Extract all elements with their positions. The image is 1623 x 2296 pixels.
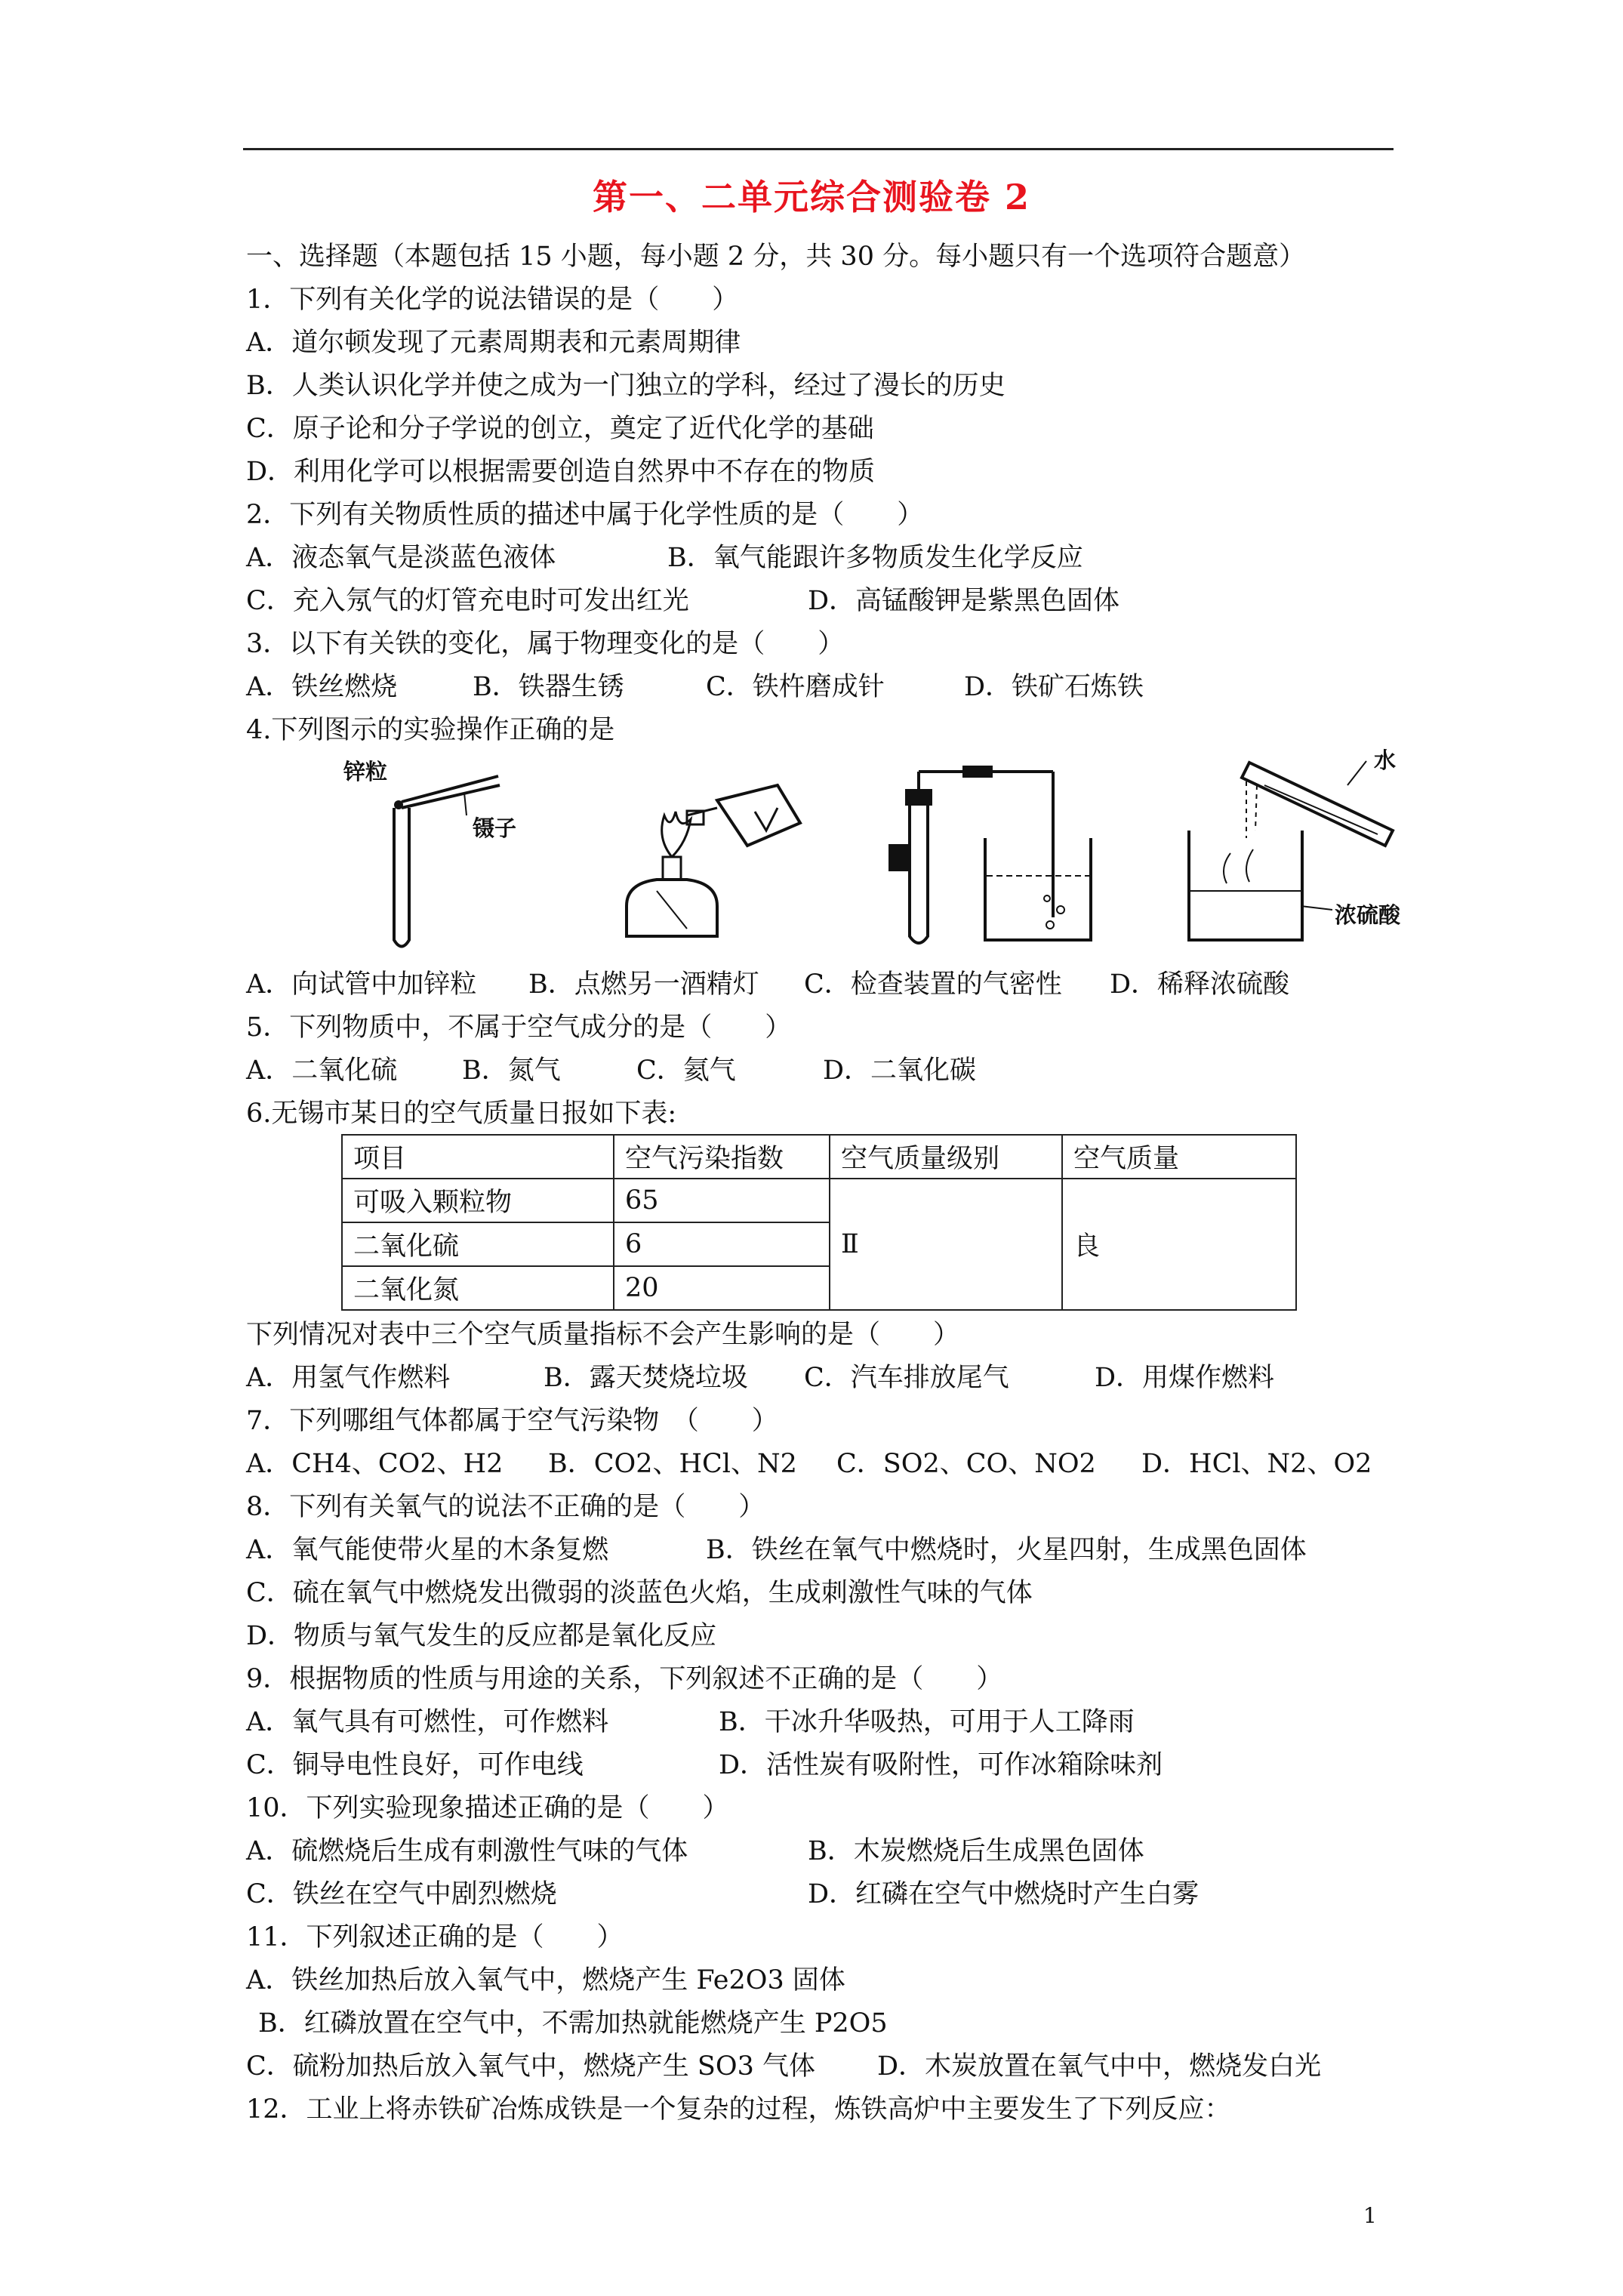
q11-option-c: C．硫粉加热后放入氧气中，燃烧产生 SO3 气体: [246, 2051, 815, 2082]
label-zinc: 锌粒: [343, 759, 388, 784]
header-level: 空气质量级别: [830, 1135, 1062, 1179]
q11-option-b: B．红磷放置在空气中，不需加热就能燃烧产生 P2O5: [258, 2008, 888, 2039]
label-concentrated-acid: 浓硫酸: [1335, 902, 1401, 928]
table-header-row: [342, 1135, 1296, 1179]
q9-option-c: C．铜导电性良好，可作电线: [246, 1750, 584, 1780]
q10-option-c: C．铁丝在空气中剧烈燃烧: [246, 1879, 557, 1909]
q9-option-b: B．干冰升华吸热，可用于人工降雨: [719, 1707, 1135, 1737]
q8-option-c: C．硫在氧气中燃烧发出微弱的淡蓝色火焰，生成刺激性气味的气体: [246, 1578, 1033, 1608]
q2-option-c: C．充入氖气的灯管充电时可发出红光: [246, 586, 689, 616]
q6-option-d: D．用煤作燃料: [1095, 1363, 1275, 1393]
q8-option-b: B．铁丝在氧气中燃烧时，火星四射，生成黑色固体: [706, 1535, 1307, 1565]
q10-option-d: D．红磷在空气中燃烧时产生白雾: [808, 1879, 1200, 1909]
q3-option-d: D．铁矿石炼铁: [964, 672, 1144, 702]
q4-stem: 4.下列图示的实验操作正确的是: [246, 715, 615, 745]
q1-option-c: C．原子论和分子学说的创立，奠定了近代化学的基础: [246, 414, 874, 444]
figure-b-alcohol-lamps: [604, 755, 815, 959]
header-index: 空气污染指数: [614, 1135, 830, 1179]
q7-option-d: D．HCl、N2、O2: [1141, 1449, 1372, 1479]
q7-option-a: A．CH4、CO2、H2: [246, 1449, 504, 1479]
q11-option-a: A．铁丝加热后放入氧气中，燃烧产生 Fe2O3 固体: [246, 1965, 845, 1996]
q8-stem: 8．下列有关氧气的说法不正确的是（ ）: [246, 1492, 765, 1522]
q12-stem: 12．工业上将赤铁矿冶炼成铁是一个复杂的过程，炼铁高炉中主要发生了下列反应：: [246, 2094, 1231, 2125]
q9-option-d: D．活性炭有吸附性，可作冰箱除味剂: [719, 1750, 1163, 1780]
q8-option-a: A．氧气能使带火星的木条复燃: [246, 1535, 609, 1565]
q11-option-d: D．木炭放置在氧气中中，燃烧发白光: [877, 2051, 1322, 2082]
q2-option-a: A．液态氧气是淡蓝色液体: [246, 543, 556, 573]
q1-stem: 1．下列有关化学的说法错误的是（ ）: [246, 285, 739, 315]
q3-option-a: A．铁丝燃烧: [246, 672, 398, 702]
q6-option-c: C．汽车排放尾气: [804, 1363, 1009, 1393]
air-quality-table: [341, 1134, 1297, 1311]
figure-c-airtightness: [872, 755, 1098, 959]
row-item: 二氧化氮: [342, 1266, 614, 1310]
q5-option-a: A．二氧化硫: [246, 1056, 398, 1086]
q10-option-a: A．硫燃烧后生成有刺激性气味的气体: [246, 1836, 688, 1866]
q4-option-d: D．稀释浓硫酸: [1110, 969, 1290, 1000]
q4-option-b: B．点燃另一酒精灯: [528, 969, 759, 1000]
quality-value: 良: [1062, 1179, 1296, 1310]
q5-option-d: D．二氧化碳: [823, 1056, 977, 1086]
page-title: 第一、二单元综合测验卷 2: [592, 177, 1031, 217]
table-row: [342, 1179, 1296, 1222]
q1-option-d: D．利用化学可以根据需要创造自然界中不存在的物质: [246, 457, 876, 487]
q7-option-b: B．CO2、HCl、N2: [548, 1449, 797, 1479]
q6-option-b: B．露天焚烧垃圾: [544, 1363, 748, 1393]
q9-stem: 9．根据物质的性质与用途的关系，下列叙述不正确的是（ ）: [246, 1664, 1003, 1694]
header-rule: [243, 148, 1394, 150]
row-item: 可吸入颗粒物: [342, 1179, 614, 1222]
page-number: 1: [1363, 2203, 1377, 2228]
q6-question: 下列情况对表中三个空气质量指标不会产生影响的是（ ）: [246, 1320, 960, 1350]
q4-option-c: C．检查装置的气密性: [804, 969, 1062, 1000]
header-item: 项目: [342, 1135, 614, 1179]
q10-option-b: B．木炭燃烧后生成黑色固体: [808, 1836, 1144, 1866]
q10-stem: 10．下列实验现象描述正确的是（ ）: [246, 1793, 729, 1823]
q11-stem: 11．下列叙述正确的是（ ）: [246, 1922, 624, 1952]
q9-option-a: A．氧气具有可燃性，可作燃料: [246, 1707, 609, 1737]
label-water: 水: [1374, 747, 1397, 773]
row-index: 65: [614, 1179, 830, 1222]
q5-option-b: B．氮气: [462, 1056, 561, 1086]
q1-option-b: B．人类认识化学并使之成为一门独立的学科，经过了漫长的历史: [246, 371, 1006, 401]
q3-stem: 3．以下有关铁的变化，属于物理变化的是（ ）: [246, 629, 845, 659]
header-quality: 空气质量: [1062, 1135, 1296, 1179]
q4-option-a: A．向试管中加锌粒: [246, 969, 477, 1000]
q2-stem: 2．下列有关物质性质的描述中属于化学性质的是（ ）: [246, 500, 924, 530]
q2-option-d: D．高锰酸钾是紫黑色固体: [808, 586, 1120, 616]
row-index: 6: [614, 1222, 830, 1266]
q5-stem: 5．下列物质中，不属于空气成分的是（ ）: [246, 1012, 792, 1043]
q5-option-c: C．氦气: [636, 1056, 736, 1086]
q3-option-b: B．铁器生锈: [473, 672, 624, 702]
row-item: 二氧化硫: [342, 1222, 614, 1266]
row-index: 20: [614, 1266, 830, 1310]
q1-option-a: A．道尔顿发现了元素周期表和元素周期律: [246, 328, 741, 358]
q2-option-b: B．氧气能跟许多物质发生化学反应: [667, 543, 1083, 573]
section-heading: 一、选择题（本题包括 15 小题，每小题 2 分，共 30 分。每小题只有一个选项符合题意）: [246, 242, 1306, 272]
q3-option-c: C．铁杵磨成针: [706, 672, 885, 702]
q7-option-c: C．SO2、CO、NO2: [836, 1449, 1096, 1479]
q6-stem: 6.无锡市某日的空气质量日报如下表:: [246, 1099, 677, 1129]
level-value: Ⅱ: [830, 1179, 1062, 1310]
q7-stem: 7．下列哪组气体都属于空气污染物 （ ）: [246, 1406, 778, 1436]
label-tweezers: 镊子: [473, 815, 517, 841]
q6-option-a: A．用氢气作燃料: [246, 1363, 451, 1393]
q8-option-d: D．物质与氧气发生的反应都是氧化反应: [246, 1621, 717, 1651]
